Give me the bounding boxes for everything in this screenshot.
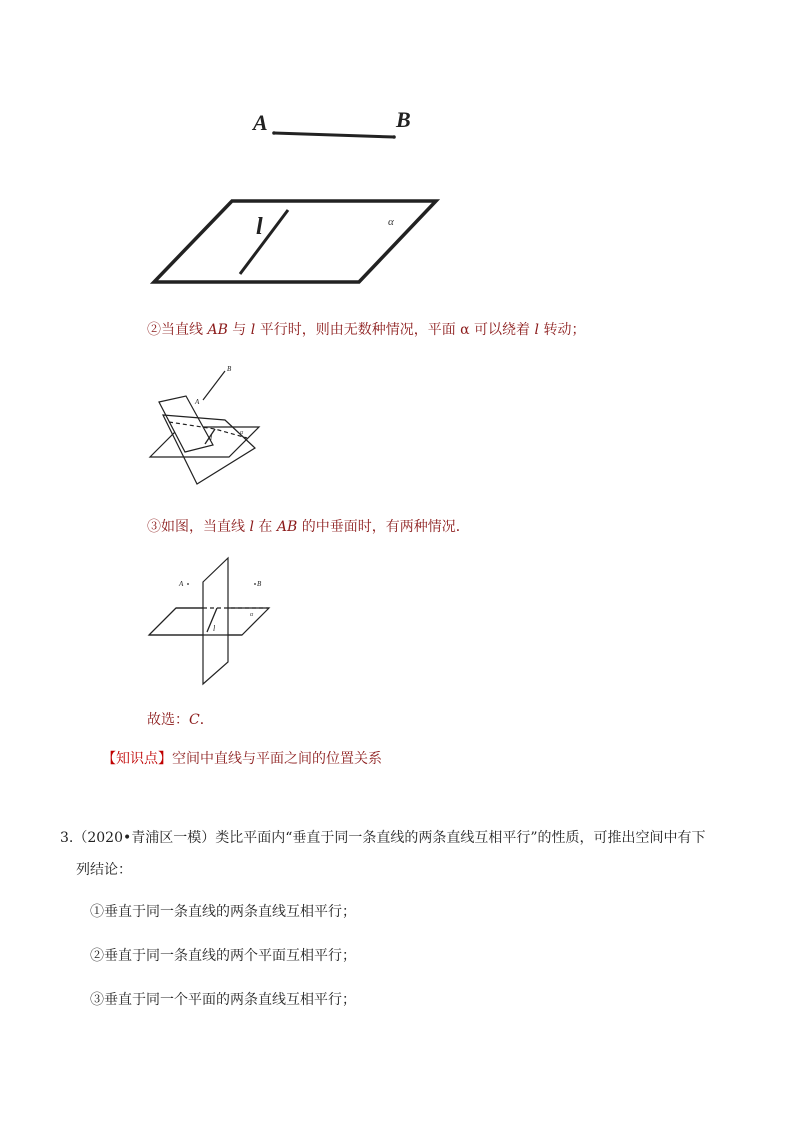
- point-b-label: B: [396, 107, 411, 132]
- point-b-label: B: [257, 580, 262, 588]
- figure-planes-rotating-about-l: [145, 360, 270, 490]
- question-3-item-2: ②垂直于同一条直线的两个平面互相平行；: [90, 948, 356, 964]
- point-a-label: A: [195, 398, 200, 406]
- case-3-marker: ③: [147, 519, 161, 535]
- question-3-line-2: 列结论：: [76, 862, 132, 878]
- point-a-label: A: [179, 580, 184, 588]
- figure-perpendicular-bisector-plane: [145, 552, 275, 687]
- line-l-label: l: [210, 433, 213, 442]
- answer-line: 故选：C．: [147, 712, 214, 728]
- point-b-label: B: [227, 365, 232, 373]
- bisector-plane: [203, 558, 228, 684]
- alpha-label: α: [240, 430, 244, 436]
- point-b-dot: [392, 135, 396, 139]
- alpha-left-edge: [149, 608, 176, 635]
- alpha-label: α: [388, 216, 394, 228]
- figure-ab-plane-alpha: [140, 100, 460, 295]
- knowledge-point-tag: 【知识点】: [102, 751, 172, 767]
- line-l: [240, 210, 288, 274]
- segment-ab: [274, 133, 394, 137]
- line-l-label: l: [256, 214, 263, 240]
- point-a-dot: [272, 131, 276, 135]
- case-2-text: ②当直线 AB 与 l 平行时，则由无数种情况，平面 α 可以绕着 l 转动；: [147, 322, 586, 338]
- case-3-text: ③如图，当直线 l 在 AB 的中垂面时，有两种情况．: [147, 519, 470, 535]
- question-number: 3.: [60, 830, 74, 846]
- question-3-item-3: ③垂直于同一个平面的两条直线互相平行；: [90, 992, 356, 1008]
- question-3-line-1: 3.（2020•青浦区一模）类比平面内“垂直于同一条直线的两条直线互相平行”的性质，可推出空间中有下: [60, 830, 706, 846]
- line-l-label: l: [213, 624, 216, 633]
- case-2-marker: ②: [147, 322, 161, 338]
- segment-ab: [203, 371, 225, 400]
- knowledge-point-text: 空间中直线与平面之间的位置关系: [172, 751, 382, 767]
- point-a-dot: [187, 583, 189, 585]
- answer-choice: C: [189, 712, 200, 728]
- plane-alpha: [154, 201, 436, 282]
- question-3-item-1: ①垂直于同一条直线的两条直线互相平行；: [90, 904, 356, 920]
- knowledge-point: [102, 749, 382, 769]
- point-a-label: A: [253, 110, 268, 135]
- point-b-dot: [254, 583, 256, 585]
- alpha-label: α: [250, 612, 254, 618]
